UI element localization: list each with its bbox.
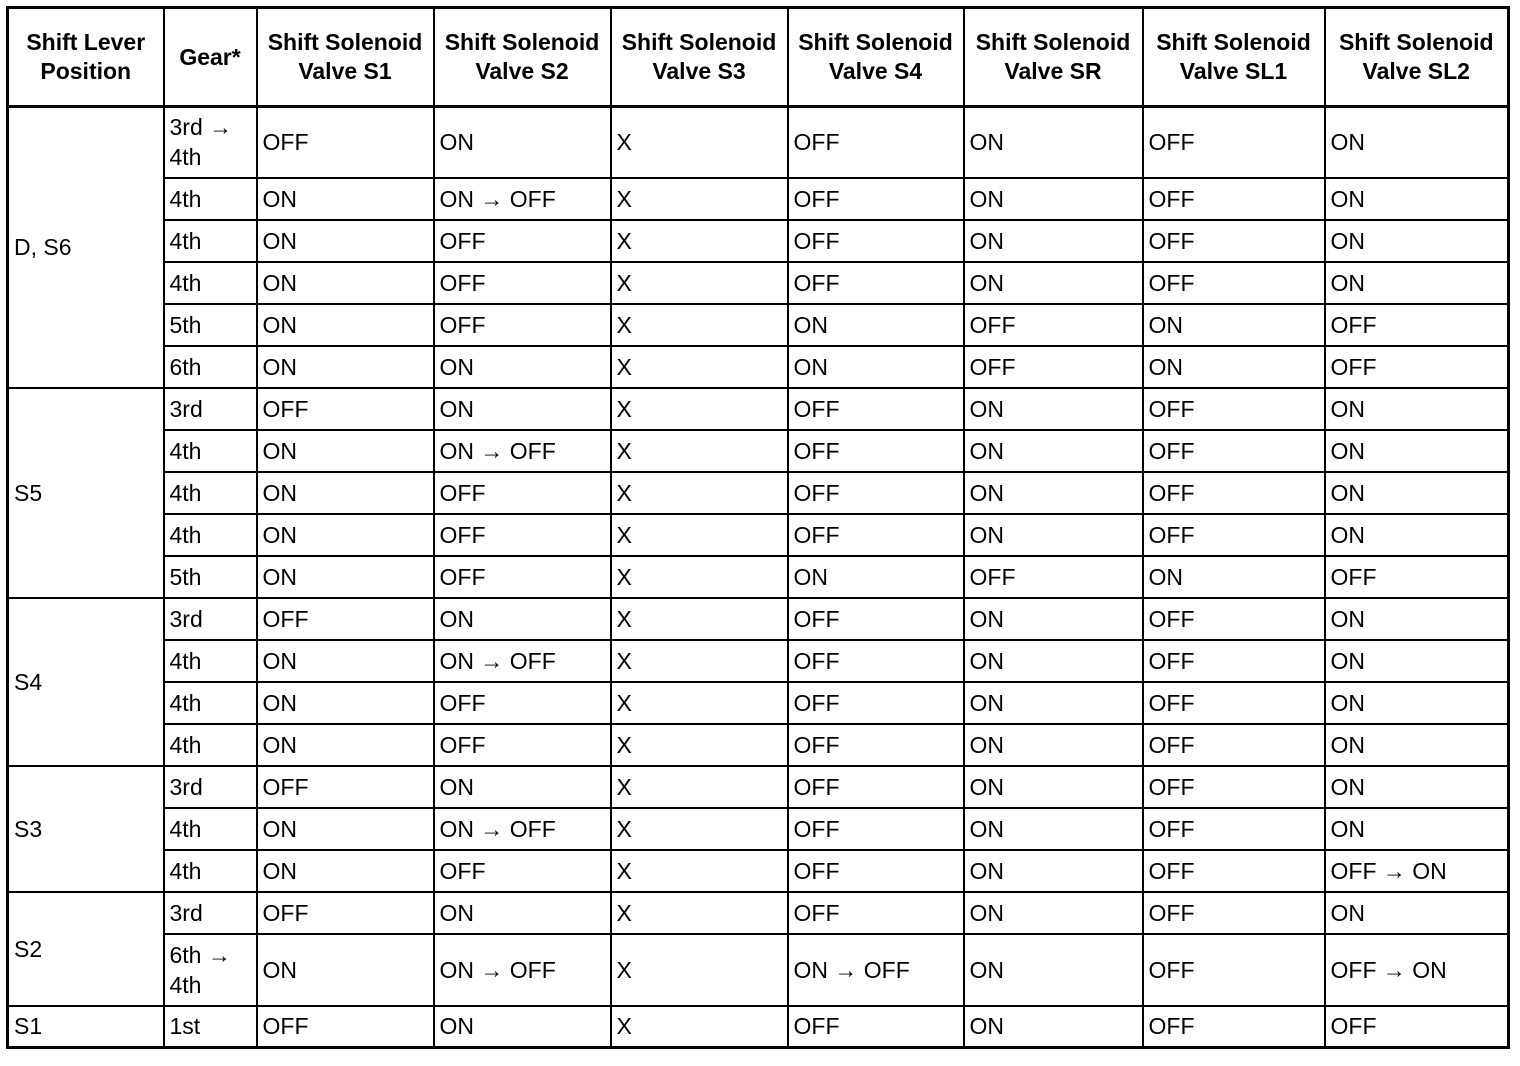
valve-sl2-cell: ON: [1325, 262, 1509, 304]
valve-sl1-cell: OFF: [1143, 430, 1325, 472]
gear-cell: 4th: [164, 472, 257, 514]
valve-s3-cell: X: [611, 220, 788, 262]
valve-s4-cell: OFF: [788, 766, 964, 808]
valve-s2-cell: ON: [434, 598, 611, 640]
table-row: [8, 682, 1509, 724]
header-shift-lever-position: Shift Lever Position: [8, 8, 164, 107]
shift-lever-position-cell: S4: [8, 598, 164, 766]
gear-cell: 4th: [164, 724, 257, 766]
gear-cell: 4th: [164, 220, 257, 262]
valve-sr-cell: ON: [964, 1006, 1143, 1048]
valve-sl1-cell: OFF: [1143, 178, 1325, 220]
valve-sl1-cell: OFF: [1143, 724, 1325, 766]
gear-cell: 3rd: [164, 598, 257, 640]
table-row: [8, 934, 1509, 1006]
valve-s2-cell: OFF: [434, 220, 611, 262]
valve-s3-cell: X: [611, 178, 788, 220]
valve-s1-cell: ON: [257, 850, 434, 892]
valve-sl2-cell: ON: [1325, 682, 1509, 724]
gear-cell: 6th → 4th: [164, 934, 257, 1006]
valve-sl1-cell: OFF: [1143, 934, 1325, 1006]
valve-s4-cell: OFF: [788, 892, 964, 934]
valve-s4-cell: ON: [788, 556, 964, 598]
valve-s4-cell: OFF: [788, 220, 964, 262]
valve-s2-cell: OFF: [434, 682, 611, 724]
valve-sr-cell: ON: [964, 682, 1143, 724]
valve-sl1-cell: OFF: [1143, 514, 1325, 556]
valve-s3-cell: X: [611, 640, 788, 682]
table-row: [8, 346, 1509, 388]
valve-s4-cell: OFF: [788, 640, 964, 682]
gear-cell: 4th: [164, 682, 257, 724]
valve-sl1-cell: OFF: [1143, 472, 1325, 514]
valve-sr-cell: ON: [964, 514, 1143, 556]
valve-s3-cell: X: [611, 766, 788, 808]
valve-s2-cell: OFF: [434, 514, 611, 556]
valve-sr-cell: ON: [964, 472, 1143, 514]
valve-sl2-cell: ON: [1325, 640, 1509, 682]
valve-sr-cell: ON: [964, 598, 1143, 640]
valve-s3-cell: X: [611, 934, 788, 1006]
valve-sr-cell: OFF: [964, 346, 1143, 388]
table-row: [8, 304, 1509, 346]
header-valve-s2: Shift Solenoid Valve S2: [434, 8, 611, 107]
valve-s1-cell: OFF: [257, 598, 434, 640]
valve-sr-cell: ON: [964, 262, 1143, 304]
table-body: [8, 107, 1509, 1048]
shift-lever-position-cell: D, S6: [8, 107, 164, 388]
valve-sl1-cell: OFF: [1143, 808, 1325, 850]
valve-sl2-cell: ON: [1325, 808, 1509, 850]
valve-sr-cell: ON: [964, 220, 1143, 262]
table-row: [8, 472, 1509, 514]
valve-sl2-cell: ON: [1325, 472, 1509, 514]
valve-s1-cell: OFF: [257, 107, 434, 178]
valve-sl1-cell: OFF: [1143, 107, 1325, 178]
table-row: [8, 514, 1509, 556]
valve-s2-cell: OFF: [434, 262, 611, 304]
header-valve-s4: Shift Solenoid Valve S4: [788, 8, 964, 107]
header-valve-sl2: Shift Solenoid Valve SL2: [1325, 8, 1509, 107]
valve-s2-cell: OFF: [434, 472, 611, 514]
valve-s3-cell: X: [611, 724, 788, 766]
gear-cell: 3rd → 4th: [164, 107, 257, 178]
valve-s4-cell: OFF: [788, 598, 964, 640]
valve-sl1-cell: OFF: [1143, 892, 1325, 934]
valve-sl2-cell: OFF → ON: [1325, 934, 1509, 1006]
valve-s3-cell: X: [611, 346, 788, 388]
valve-sl1-cell: OFF: [1143, 388, 1325, 430]
valve-s1-cell: ON: [257, 682, 434, 724]
valve-s2-cell: OFF: [434, 304, 611, 346]
table-row: [8, 766, 1509, 808]
valve-s3-cell: X: [611, 472, 788, 514]
valve-s1-cell: ON: [257, 934, 434, 1006]
header-valve-s1: Shift Solenoid Valve S1: [257, 8, 434, 107]
valve-s4-cell: OFF: [788, 107, 964, 178]
valve-sl1-cell: ON: [1143, 304, 1325, 346]
valve-sr-cell: ON: [964, 850, 1143, 892]
valve-s3-cell: X: [611, 388, 788, 430]
valve-s1-cell: ON: [257, 556, 434, 598]
valve-sl2-cell: OFF: [1325, 346, 1509, 388]
valve-s3-cell: X: [611, 514, 788, 556]
valve-s4-cell: OFF: [788, 178, 964, 220]
gear-cell: 5th: [164, 556, 257, 598]
valve-s2-cell: OFF: [434, 850, 611, 892]
valve-sr-cell: ON: [964, 934, 1143, 1006]
valve-sr-cell: ON: [964, 388, 1143, 430]
shift-lever-position-cell: S3: [8, 766, 164, 892]
valve-s3-cell: X: [611, 682, 788, 724]
valve-sl1-cell: OFF: [1143, 262, 1325, 304]
gear-cell: 5th: [164, 304, 257, 346]
valve-s1-cell: OFF: [257, 892, 434, 934]
valve-s3-cell: X: [611, 808, 788, 850]
valve-sr-cell: ON: [964, 178, 1143, 220]
gear-cell: 4th: [164, 262, 257, 304]
valve-s3-cell: X: [611, 850, 788, 892]
gear-cell: 4th: [164, 640, 257, 682]
shift-lever-position-cell: S5: [8, 388, 164, 598]
valve-s1-cell: ON: [257, 262, 434, 304]
valve-s4-cell: OFF: [788, 388, 964, 430]
valve-s2-cell: ON: [434, 1006, 611, 1048]
valve-sl2-cell: OFF: [1325, 304, 1509, 346]
header-valve-s3: Shift Solenoid Valve S3: [611, 8, 788, 107]
valve-sl1-cell: OFF: [1143, 850, 1325, 892]
table-row: [8, 178, 1509, 220]
table-row: [8, 430, 1509, 472]
header-valve-sl1: Shift Solenoid Valve SL1: [1143, 8, 1325, 107]
table-row: [8, 724, 1509, 766]
valve-s4-cell: OFF: [788, 1006, 964, 1048]
valve-s1-cell: ON: [257, 640, 434, 682]
gear-cell: 4th: [164, 808, 257, 850]
valve-sl2-cell: ON: [1325, 430, 1509, 472]
gear-cell: 4th: [164, 430, 257, 472]
header-row: [8, 8, 1509, 107]
valve-sl2-cell: ON: [1325, 178, 1509, 220]
table-row: [8, 107, 1509, 178]
valve-s3-cell: X: [611, 430, 788, 472]
table-row: [8, 598, 1509, 640]
valve-sr-cell: ON: [964, 724, 1143, 766]
valve-s4-cell: OFF: [788, 850, 964, 892]
shift-lever-position-cell: S2: [8, 892, 164, 1006]
valve-s1-cell: OFF: [257, 766, 434, 808]
valve-sl1-cell: OFF: [1143, 640, 1325, 682]
valve-s4-cell: ON: [788, 304, 964, 346]
valve-s2-cell: ON → OFF: [434, 178, 611, 220]
valve-sr-cell: ON: [964, 107, 1143, 178]
table-row: [8, 556, 1509, 598]
valve-s1-cell: ON: [257, 304, 434, 346]
valve-s3-cell: X: [611, 1006, 788, 1048]
valve-sr-cell: ON: [964, 430, 1143, 472]
valve-sl2-cell: ON: [1325, 514, 1509, 556]
valve-s3-cell: X: [611, 262, 788, 304]
valve-s1-cell: ON: [257, 220, 434, 262]
valve-sr-cell: ON: [964, 640, 1143, 682]
valve-sl1-cell: OFF: [1143, 220, 1325, 262]
header-valve-sr: Shift Solenoid Valve SR: [964, 8, 1143, 107]
valve-s2-cell: ON: [434, 388, 611, 430]
valve-s2-cell: OFF: [434, 724, 611, 766]
valve-s2-cell: ON: [434, 892, 611, 934]
valve-s1-cell: ON: [257, 346, 434, 388]
table-row: [8, 388, 1509, 430]
gear-cell: 4th: [164, 514, 257, 556]
valve-s4-cell: OFF: [788, 430, 964, 472]
valve-s1-cell: ON: [257, 808, 434, 850]
valve-sr-cell: ON: [964, 766, 1143, 808]
valve-sl1-cell: OFF: [1143, 766, 1325, 808]
valve-s3-cell: X: [611, 107, 788, 178]
table-row: [8, 850, 1509, 892]
valve-sl1-cell: OFF: [1143, 1006, 1325, 1048]
table-header: [8, 8, 1509, 107]
valve-sr-cell: OFF: [964, 304, 1143, 346]
gear-cell: 1st: [164, 1006, 257, 1048]
valve-s3-cell: X: [611, 304, 788, 346]
valve-s2-cell: ON → OFF: [434, 934, 611, 1006]
gear-cell: 6th: [164, 346, 257, 388]
valve-sr-cell: OFF: [964, 556, 1143, 598]
valve-sl2-cell: ON: [1325, 388, 1509, 430]
valve-s2-cell: OFF: [434, 556, 611, 598]
table-row: [8, 220, 1509, 262]
gear-cell: 4th: [164, 850, 257, 892]
solenoid-operation-table: [6, 6, 1510, 1049]
valve-sl1-cell: OFF: [1143, 682, 1325, 724]
valve-s1-cell: ON: [257, 514, 434, 556]
table-row: [8, 892, 1509, 934]
valve-sl2-cell: ON: [1325, 107, 1509, 178]
table-row: [8, 640, 1509, 682]
valve-s4-cell: ON: [788, 346, 964, 388]
valve-s4-cell: ON → OFF: [788, 934, 964, 1006]
valve-sl1-cell: ON: [1143, 556, 1325, 598]
valve-sl2-cell: OFF → ON: [1325, 850, 1509, 892]
valve-s4-cell: OFF: [788, 808, 964, 850]
valve-s4-cell: OFF: [788, 724, 964, 766]
valve-s2-cell: ON → OFF: [434, 808, 611, 850]
valve-s3-cell: X: [611, 892, 788, 934]
valve-s2-cell: ON: [434, 107, 611, 178]
header-gear: Gear*: [164, 8, 257, 107]
valve-s1-cell: OFF: [257, 1006, 434, 1048]
valve-sl2-cell: OFF: [1325, 1006, 1509, 1048]
valve-s2-cell: ON → OFF: [434, 640, 611, 682]
valve-s3-cell: X: [611, 598, 788, 640]
valve-sr-cell: ON: [964, 892, 1143, 934]
valve-s4-cell: OFF: [788, 472, 964, 514]
gear-cell: 4th: [164, 178, 257, 220]
valve-s4-cell: OFF: [788, 262, 964, 304]
valve-s1-cell: ON: [257, 724, 434, 766]
valve-s1-cell: ON: [257, 472, 434, 514]
table-row: [8, 262, 1509, 304]
valve-sl2-cell: OFF: [1325, 556, 1509, 598]
valve-sl2-cell: ON: [1325, 892, 1509, 934]
valve-sr-cell: ON: [964, 808, 1143, 850]
valve-sl1-cell: OFF: [1143, 598, 1325, 640]
table-row: [8, 808, 1509, 850]
valve-sl2-cell: ON: [1325, 766, 1509, 808]
valve-sl2-cell: ON: [1325, 598, 1509, 640]
valve-sl2-cell: ON: [1325, 220, 1509, 262]
table-row: [8, 1006, 1509, 1048]
valve-sl2-cell: ON: [1325, 724, 1509, 766]
gear-cell: 3rd: [164, 388, 257, 430]
valve-sl1-cell: ON: [1143, 346, 1325, 388]
valve-s2-cell: ON: [434, 346, 611, 388]
valve-s1-cell: ON: [257, 430, 434, 472]
valve-s3-cell: X: [611, 556, 788, 598]
valve-s4-cell: OFF: [788, 514, 964, 556]
gear-cell: 3rd: [164, 892, 257, 934]
valve-s4-cell: OFF: [788, 682, 964, 724]
valve-s2-cell: ON → OFF: [434, 430, 611, 472]
valve-s1-cell: ON: [257, 178, 434, 220]
shift-lever-position-cell: S1: [8, 1006, 164, 1048]
valve-s1-cell: OFF: [257, 388, 434, 430]
gear-cell: 3rd: [164, 766, 257, 808]
valve-s2-cell: ON: [434, 766, 611, 808]
